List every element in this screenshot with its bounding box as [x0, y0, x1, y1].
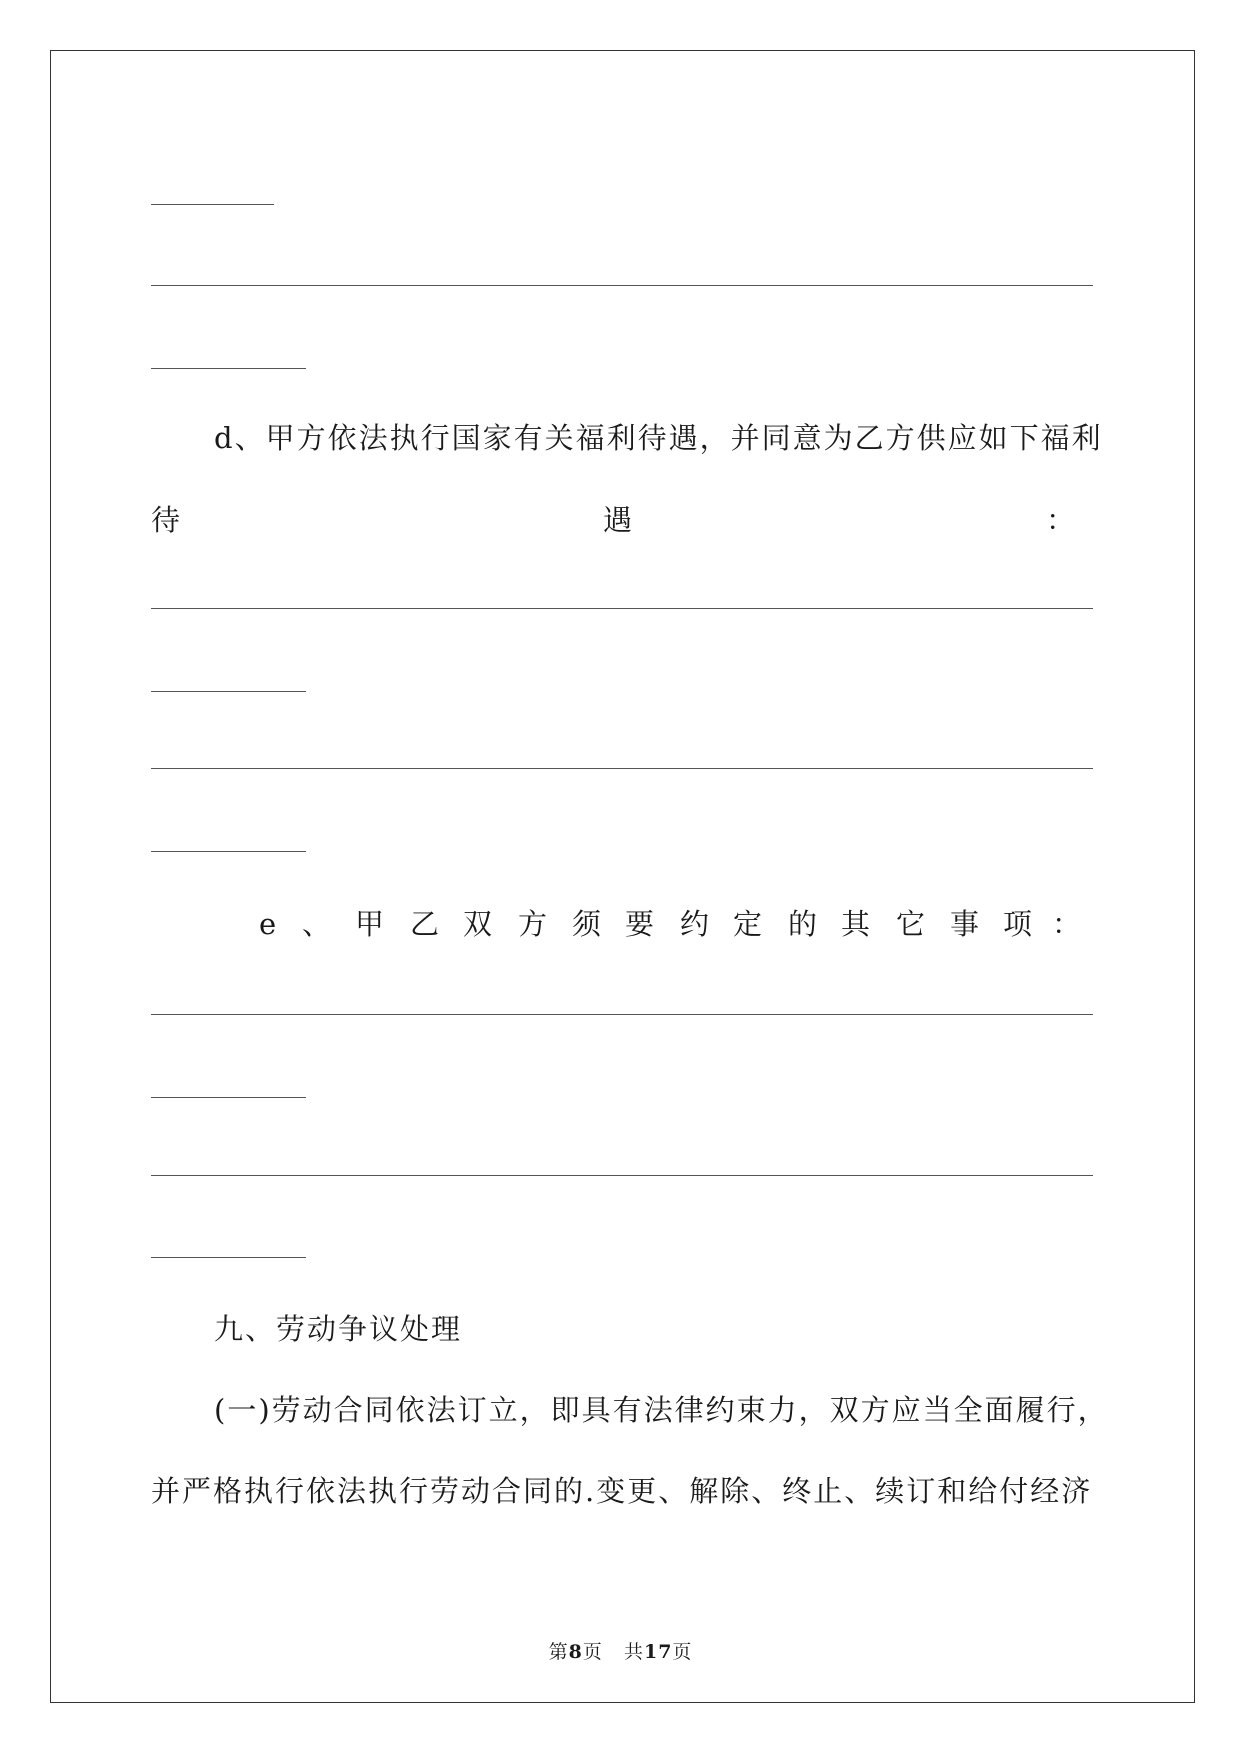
paragraph-line: (一)劳动合同依法订立，即具有法律约束力，双方应当全面履行，: [214, 1393, 1109, 1427]
blank-line: [151, 1097, 306, 1098]
blank-line: [151, 285, 1093, 286]
blank-line: [151, 204, 274, 205]
blank-line: [151, 1175, 1093, 1176]
blank-line: [151, 851, 306, 852]
page-number: 8: [568, 1641, 583, 1663]
blank-line: [151, 768, 1093, 769]
page-border: [50, 50, 1195, 1703]
item-e-char: 双: [463, 907, 493, 941]
item-e-char: 、: [302, 907, 332, 941]
item-e-char: 甲: [355, 907, 385, 941]
item-e-char: 须: [572, 907, 602, 941]
footer-total-prefix: 共: [623, 1641, 644, 1663]
item-e-char: 事: [950, 907, 980, 941]
item-d-char-1: 待: [151, 503, 181, 537]
item-e-colon: ：: [1052, 907, 1082, 941]
item-d-char-2: 遇: [603, 503, 633, 537]
item-e-char: 项: [1003, 907, 1033, 941]
blank-line: [151, 608, 1093, 609]
item-d-colon: ：: [1046, 503, 1076, 537]
page-footer: [0, 1637, 1241, 1664]
item-e-char: 定: [733, 907, 763, 941]
blank-line: [151, 1257, 306, 1258]
footer-page-suffix: 页: [582, 1641, 603, 1663]
footer-prefix: 第: [548, 1641, 569, 1663]
footer-total-suffix: 页: [672, 1641, 693, 1663]
item-e-char: 的: [788, 907, 818, 941]
item-e-char: 约: [680, 907, 710, 941]
item-e-char: 方: [518, 907, 548, 941]
item-e-char: 要: [625, 907, 655, 941]
item-e-char: 它: [896, 907, 926, 941]
total-pages: 17: [643, 1641, 673, 1663]
item-e-char: e: [259, 907, 277, 941]
blank-line: [151, 1014, 1093, 1015]
blank-line: [151, 368, 306, 369]
item-e-char: 乙: [410, 907, 440, 941]
paragraph-line: 并严格执行依法执行劳动合同的.变更、解除、终止、续订和给付经济: [151, 1474, 1093, 1508]
section-heading: 九、劳动争议处理: [214, 1312, 463, 1346]
item-e-char: 其: [841, 907, 871, 941]
item-d-text: d、甲方依法执行国家有关福利待遇，并同意为乙方供应如下福利: [214, 421, 1103, 455]
blank-line: [151, 691, 306, 692]
